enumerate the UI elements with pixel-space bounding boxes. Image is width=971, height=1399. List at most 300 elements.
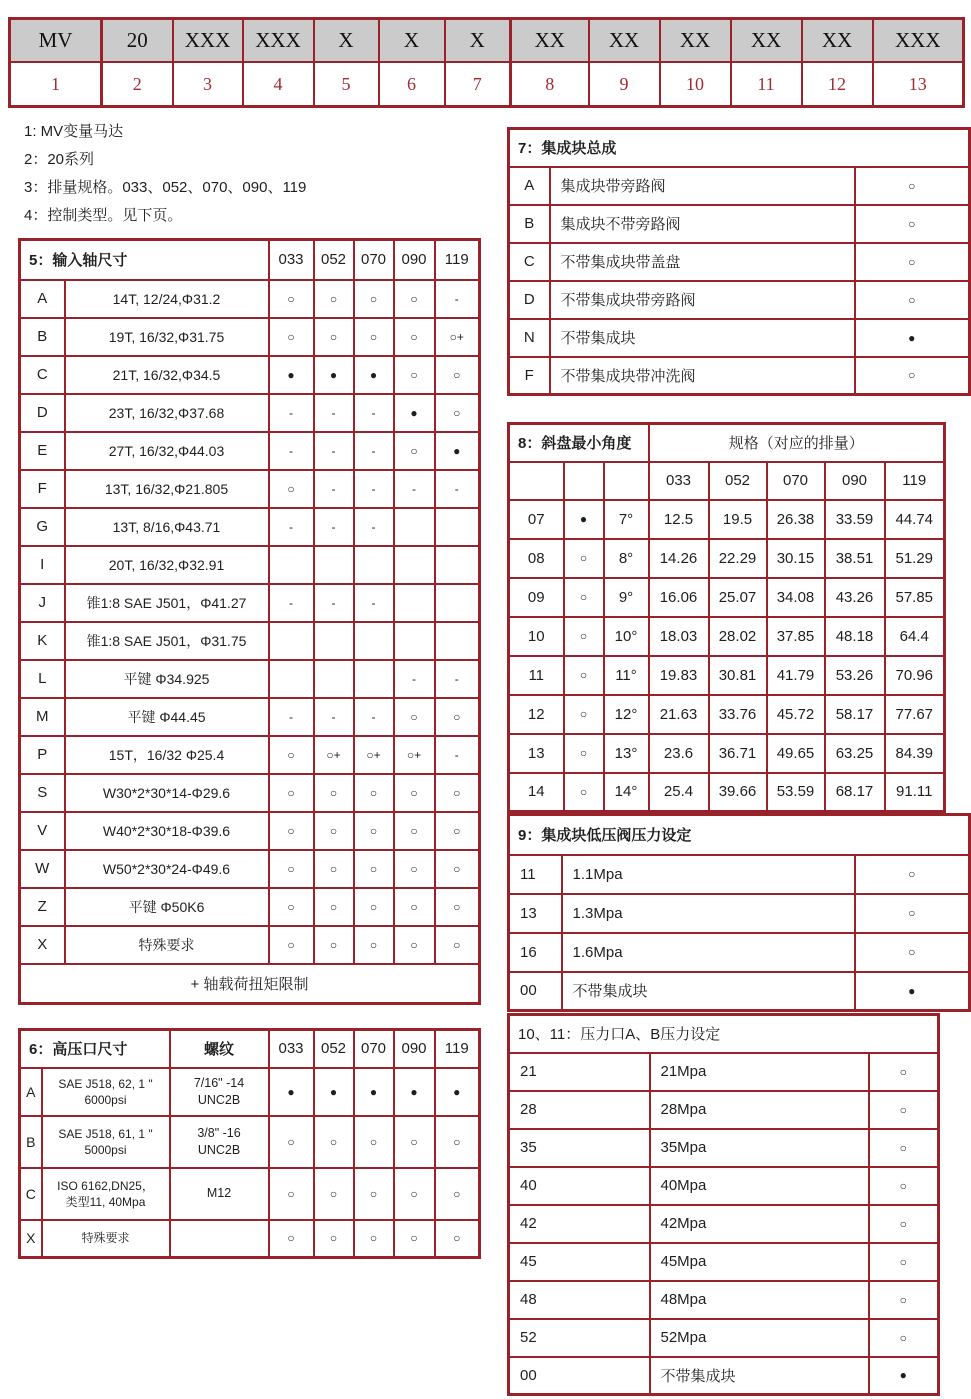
table-cell: E bbox=[20, 432, 65, 470]
table-cell: 19.5 bbox=[709, 500, 767, 539]
table-cell: ○ bbox=[435, 698, 480, 736]
code-cell: XXX bbox=[173, 19, 243, 63]
table-cell: 21T, 16/32,Φ34.5 bbox=[65, 356, 269, 394]
size-header: 052 bbox=[314, 240, 354, 280]
table-cell: SAE J518, 62, 1 " 6000psi bbox=[42, 1068, 170, 1116]
shaft-option-row bbox=[20, 660, 480, 698]
table-cell: ○ bbox=[855, 357, 970, 395]
table-cell: 1.1Mpa bbox=[562, 855, 855, 894]
size-header: 119 bbox=[435, 240, 480, 280]
position-cell: 7 bbox=[445, 62, 511, 107]
table-cell: - bbox=[354, 698, 394, 736]
table-cell: 35Mpa bbox=[650, 1129, 869, 1167]
table-cell: 70.96 bbox=[885, 656, 945, 695]
table-cell: 12.5 bbox=[649, 500, 709, 539]
table-cell: 08 bbox=[509, 539, 564, 578]
table-cell: 不带集成块带旁路阀 bbox=[550, 281, 855, 319]
table-cell: 48.18 bbox=[825, 617, 885, 656]
code-cell: XX bbox=[802, 19, 873, 63]
table-cell: C bbox=[20, 356, 65, 394]
code-cell: XX bbox=[660, 19, 731, 63]
shaft-option-row bbox=[20, 318, 480, 356]
table-cell: 91.11 bbox=[885, 773, 945, 812]
table-cell: - bbox=[354, 470, 394, 508]
table-cell: ○ bbox=[855, 167, 970, 205]
port-option-row bbox=[20, 1220, 480, 1258]
table-cell: 11 bbox=[509, 656, 564, 695]
size-header: 070 bbox=[354, 240, 394, 280]
table-cell: ○ bbox=[869, 1281, 939, 1319]
table-cell: - bbox=[314, 508, 354, 546]
table-cell bbox=[435, 546, 480, 584]
table-cell: 集成块带旁路阀 bbox=[550, 167, 855, 205]
size-header: 090 bbox=[394, 240, 435, 280]
size-header: 052 bbox=[709, 462, 767, 500]
table-cell: 28.02 bbox=[709, 617, 767, 656]
angle-row bbox=[509, 500, 945, 539]
table-cell: 不带集成块带冲洗阀 bbox=[550, 357, 855, 395]
table-cell: ○ bbox=[435, 926, 480, 964]
table-cell: 11° bbox=[604, 656, 649, 695]
shaft-option-row bbox=[20, 622, 480, 660]
code-cell: XX bbox=[731, 19, 802, 63]
code-cell: XX bbox=[511, 19, 589, 63]
code-cell: X bbox=[445, 19, 511, 63]
table-cell: ○ bbox=[564, 578, 604, 617]
table-cell: 21 bbox=[509, 1053, 650, 1091]
table-cell: ○ bbox=[394, 850, 435, 888]
port-option-row bbox=[20, 1168, 480, 1220]
table-cell: ● bbox=[394, 1068, 435, 1116]
table-cell: ○ bbox=[435, 888, 480, 926]
table-cell: ○ bbox=[394, 1116, 435, 1168]
code-cell: XXX bbox=[243, 19, 314, 63]
table-cell: D bbox=[20, 394, 65, 432]
pressure-option-row bbox=[509, 972, 970, 1011]
table-cell: ○ bbox=[269, 1220, 314, 1258]
manifold-option-row bbox=[509, 319, 970, 357]
table-cell: X bbox=[20, 1220, 42, 1258]
table-title-row bbox=[509, 424, 945, 462]
table-cell: - bbox=[269, 394, 314, 432]
position-cell: 13 bbox=[873, 62, 964, 107]
shaft-option-row bbox=[20, 394, 480, 432]
table-cell: - bbox=[314, 432, 354, 470]
table-cell: ○+ bbox=[394, 736, 435, 774]
table-title-row bbox=[509, 1015, 939, 1053]
size-header: 070 bbox=[767, 462, 825, 500]
position-cell: 12 bbox=[802, 62, 873, 107]
table-cell: B bbox=[20, 318, 65, 356]
table-cell bbox=[394, 622, 435, 660]
table-cell: ○ bbox=[394, 812, 435, 850]
shaft-option-row bbox=[20, 584, 480, 622]
table-footer-row bbox=[20, 964, 480, 1004]
size-header: 070 bbox=[354, 1030, 394, 1068]
table-cell: 14.26 bbox=[649, 539, 709, 578]
table-cell: ○ bbox=[354, 812, 394, 850]
manifold-option-row bbox=[509, 357, 970, 395]
pressure-option-row bbox=[509, 1091, 939, 1129]
table-cell: ○ bbox=[855, 894, 970, 933]
port-option-row bbox=[20, 1068, 480, 1116]
shaft-option-row bbox=[20, 812, 480, 850]
table-cell: 19.83 bbox=[649, 656, 709, 695]
table-cell: A bbox=[20, 280, 65, 318]
table-cell: 64.4 bbox=[885, 617, 945, 656]
table-cell: ○ bbox=[314, 1220, 354, 1258]
table-cell bbox=[354, 660, 394, 698]
table-cell: 27T, 16/32,Φ44.03 bbox=[65, 432, 269, 470]
table-cell: 30.81 bbox=[709, 656, 767, 695]
table-cell: X bbox=[20, 926, 65, 964]
size-header: 052 bbox=[314, 1030, 354, 1068]
table-cell: A bbox=[509, 167, 550, 205]
table-cell: 45 bbox=[509, 1243, 650, 1281]
table-cell: P bbox=[20, 736, 65, 774]
table-cell: 7° bbox=[604, 500, 649, 539]
table-cell: - bbox=[269, 698, 314, 736]
position-cell: 2 bbox=[102, 62, 173, 107]
table-cell: 53.26 bbox=[825, 656, 885, 695]
angle-row bbox=[509, 695, 945, 734]
table-title: 10、11：压力口A、B压力设定 bbox=[509, 1015, 939, 1053]
table-cell: W50*2*30*24-Φ49.6 bbox=[65, 850, 269, 888]
table-cell: ○ bbox=[269, 280, 314, 318]
table-title-row bbox=[20, 1030, 480, 1068]
table-title-row bbox=[20, 240, 480, 280]
size-header: 033 bbox=[269, 240, 314, 280]
table-cell: ○ bbox=[869, 1243, 939, 1281]
table-title: 6：高压口尺寸 bbox=[20, 1030, 170, 1068]
table-cell: 平键 Φ44.45 bbox=[65, 698, 269, 736]
table-cell: - bbox=[314, 584, 354, 622]
shaft-option-row bbox=[20, 888, 480, 926]
table-cell: ● bbox=[354, 356, 394, 394]
table-cell: ● bbox=[354, 1068, 394, 1116]
size-header: 090 bbox=[394, 1030, 435, 1068]
table-cell: ● bbox=[269, 356, 314, 394]
table-cell: ○ bbox=[855, 933, 970, 972]
table-cell: 40Mpa bbox=[650, 1167, 869, 1205]
table-cell: 特殊要求 bbox=[42, 1220, 170, 1258]
pressure-option-row bbox=[509, 1281, 939, 1319]
table-cell: 09 bbox=[509, 578, 564, 617]
port-option-row bbox=[20, 1116, 480, 1168]
thread-header: 螺纹 bbox=[170, 1030, 269, 1068]
table-cell: ○ bbox=[564, 656, 604, 695]
table-cell: ○ bbox=[269, 1116, 314, 1168]
table-cell: N bbox=[509, 319, 550, 357]
position-cell: 9 bbox=[589, 62, 660, 107]
table-cell: ○ bbox=[314, 888, 354, 926]
table-cell: ○ bbox=[435, 774, 480, 812]
table-cell: 锥1:8 SAE J501，Φ31.75 bbox=[65, 622, 269, 660]
table-cell: - bbox=[435, 660, 480, 698]
ordering-code-table bbox=[8, 17, 965, 108]
table-cell: 34.08 bbox=[767, 578, 825, 617]
table-cell: ○ bbox=[354, 926, 394, 964]
table-cell: ○ bbox=[394, 774, 435, 812]
table-cell: ○ bbox=[855, 855, 970, 894]
table-cell: 35 bbox=[509, 1129, 650, 1167]
table-cell: C bbox=[20, 1168, 42, 1220]
table-cell: ○ bbox=[314, 1116, 354, 1168]
shaft-option-row bbox=[20, 546, 480, 584]
table-cell: SAE J518, 61, 1 " 5000psi bbox=[42, 1116, 170, 1168]
table-cell: B bbox=[509, 205, 550, 243]
empty-cell bbox=[509, 462, 564, 500]
table-cell: - bbox=[314, 470, 354, 508]
size-header: 090 bbox=[825, 462, 885, 500]
table-cell: 11 bbox=[509, 855, 562, 894]
pressure-option-row bbox=[509, 1205, 939, 1243]
table-cell: 不带集成块带盖盘 bbox=[550, 243, 855, 281]
table-cell: ○ bbox=[354, 280, 394, 318]
shaft-option-row bbox=[20, 432, 480, 470]
table-cell: ○ bbox=[869, 1167, 939, 1205]
table-cell: - bbox=[394, 470, 435, 508]
shaft-option-row bbox=[20, 736, 480, 774]
table-cell: ○ bbox=[869, 1319, 939, 1357]
pressure-option-row bbox=[509, 1319, 939, 1357]
table-cell bbox=[170, 1220, 269, 1258]
table-cell: M bbox=[20, 698, 65, 736]
table-cell: ● bbox=[269, 1068, 314, 1116]
table-cell: ○ bbox=[435, 394, 480, 432]
manifold-option-row bbox=[509, 243, 970, 281]
table-cell: ○ bbox=[354, 318, 394, 356]
table-cell bbox=[314, 622, 354, 660]
table-cell bbox=[435, 622, 480, 660]
table-cell: 12° bbox=[604, 695, 649, 734]
table-cell: - bbox=[394, 660, 435, 698]
position-cell: 8 bbox=[511, 62, 589, 107]
table-cell: 7/16" -14 UNC2B bbox=[170, 1068, 269, 1116]
size-header: 119 bbox=[885, 462, 945, 500]
pressure-option-row bbox=[509, 1243, 939, 1281]
table-cell: ○ bbox=[269, 888, 314, 926]
shaft-option-row bbox=[20, 280, 480, 318]
table-cell: 36.71 bbox=[709, 734, 767, 773]
table-cell: W bbox=[20, 850, 65, 888]
high-pressure-port-table bbox=[18, 1028, 481, 1259]
table-cell: 集成块不带旁路阀 bbox=[550, 205, 855, 243]
manifold-option-row bbox=[509, 281, 970, 319]
note-line: 4：控制类型。见下页。 bbox=[24, 207, 183, 224]
table-cell: W30*2*30*14-Φ29.6 bbox=[65, 774, 269, 812]
table-title-row bbox=[509, 129, 970, 167]
table-cell: 84.39 bbox=[885, 734, 945, 773]
table-cell: ○ bbox=[435, 812, 480, 850]
table-cell: 00 bbox=[509, 1357, 650, 1395]
table-cell: J bbox=[20, 584, 65, 622]
table-cell: ○ bbox=[394, 318, 435, 356]
table-cell bbox=[269, 660, 314, 698]
table-cell: 15T，16/32 Φ25.4 bbox=[65, 736, 269, 774]
position-row bbox=[10, 62, 964, 107]
table-cell: 37.85 bbox=[767, 617, 825, 656]
manifold-option-row bbox=[509, 205, 970, 243]
table-cell: - bbox=[314, 394, 354, 432]
table-cell: ○ bbox=[314, 774, 354, 812]
pressure-option-row bbox=[509, 1053, 939, 1091]
table-cell bbox=[394, 508, 435, 546]
table-cell: 26.38 bbox=[767, 500, 825, 539]
table-cell: ○ bbox=[314, 812, 354, 850]
table-cell: ○ bbox=[394, 280, 435, 318]
table-title: 9：集成块低压阀压力设定 bbox=[509, 815, 970, 855]
table-cell: 13 bbox=[509, 894, 562, 933]
table-cell: L bbox=[20, 660, 65, 698]
table-cell: ○ bbox=[269, 1168, 314, 1220]
table-cell: - bbox=[269, 432, 314, 470]
table-cell: 19T, 16/32,Φ31.75 bbox=[65, 318, 269, 356]
position-cell: 11 bbox=[731, 62, 802, 107]
table-cell: 21Mpa bbox=[650, 1053, 869, 1091]
table-cell bbox=[394, 546, 435, 584]
shaft-option-row bbox=[20, 774, 480, 812]
table-cell bbox=[354, 546, 394, 584]
table-cell: 23.6 bbox=[649, 734, 709, 773]
table-cell: - bbox=[269, 508, 314, 546]
note-line: 1: MV变量马达 bbox=[24, 123, 124, 140]
table-cell bbox=[269, 546, 314, 584]
table-cell: 51.29 bbox=[885, 539, 945, 578]
table-cell: 14° bbox=[604, 773, 649, 812]
table-cell: ○ bbox=[564, 695, 604, 734]
table-cell: ○ bbox=[394, 432, 435, 470]
table-cell: I bbox=[20, 546, 65, 584]
table-cell: K bbox=[20, 622, 65, 660]
table-cell: 77.67 bbox=[885, 695, 945, 734]
pressure-option-row bbox=[509, 1357, 939, 1395]
table-cell bbox=[435, 584, 480, 622]
table-cell: - bbox=[269, 584, 314, 622]
table-cell: 53.59 bbox=[767, 773, 825, 812]
table-cell: 16 bbox=[509, 933, 562, 972]
table-cell: 39.66 bbox=[709, 773, 767, 812]
table-cell: ● bbox=[314, 1068, 354, 1116]
size-header: 033 bbox=[649, 462, 709, 500]
angle-row bbox=[509, 773, 945, 812]
table-cell: 16.06 bbox=[649, 578, 709, 617]
angle-row bbox=[509, 734, 945, 773]
table-cell: A bbox=[20, 1068, 42, 1116]
position-cell: 10 bbox=[660, 62, 731, 107]
angle-row bbox=[509, 656, 945, 695]
table-cell: 3/8" -16 UNC2B bbox=[170, 1116, 269, 1168]
table-cell: ○ bbox=[394, 356, 435, 394]
angle-row bbox=[509, 539, 945, 578]
table-cell: 33.59 bbox=[825, 500, 885, 539]
table-cell: 43.26 bbox=[825, 578, 885, 617]
port-ab-pressure-table bbox=[507, 1013, 940, 1396]
table-cell bbox=[269, 622, 314, 660]
pressure-option-row bbox=[509, 1167, 939, 1205]
position-cell: 1 bbox=[10, 62, 102, 107]
table-cell: ● bbox=[394, 394, 435, 432]
table-cell: ○ bbox=[394, 926, 435, 964]
note-line: 3：排量规格。033、052、070、090、119 bbox=[24, 179, 307, 196]
table-cell: ○ bbox=[394, 698, 435, 736]
table-cell: G bbox=[20, 508, 65, 546]
table-cell: 52 bbox=[509, 1319, 650, 1357]
table-cell: 13 bbox=[509, 734, 564, 773]
code-cell: X bbox=[379, 19, 445, 63]
pressure-option-row bbox=[509, 855, 970, 894]
table-cell: - bbox=[354, 508, 394, 546]
table-cell: 18.03 bbox=[649, 617, 709, 656]
table-cell: - bbox=[435, 470, 480, 508]
shaft-option-row bbox=[20, 470, 480, 508]
pressure-option-row bbox=[509, 1129, 939, 1167]
table-cell: ○+ bbox=[354, 736, 394, 774]
table-cell: D bbox=[509, 281, 550, 319]
table-cell: - bbox=[354, 584, 394, 622]
size-header-row bbox=[509, 462, 945, 500]
code-cell: MV bbox=[10, 19, 102, 63]
table-cell: 25.07 bbox=[709, 578, 767, 617]
table-cell: ○ bbox=[354, 1168, 394, 1220]
notes-list bbox=[24, 118, 306, 230]
table-cell: 52Mpa bbox=[650, 1319, 869, 1357]
table-cell: 1.3Mpa bbox=[562, 894, 855, 933]
code-cell: XXX bbox=[873, 19, 964, 63]
table-cell: ○ bbox=[855, 243, 970, 281]
table-cell: ○ bbox=[269, 850, 314, 888]
table-cell: ○ bbox=[354, 1116, 394, 1168]
table-cell: 10 bbox=[509, 617, 564, 656]
table-cell: ○ bbox=[869, 1091, 939, 1129]
angle-row bbox=[509, 617, 945, 656]
table-cell: ○+ bbox=[314, 736, 354, 774]
table-cell: - bbox=[314, 698, 354, 736]
table-cell: ● bbox=[855, 972, 970, 1011]
shaft-option-row bbox=[20, 508, 480, 546]
table-cell: ○ bbox=[269, 470, 314, 508]
table-cell: Z bbox=[20, 888, 65, 926]
table-cell: 平键 Φ50K6 bbox=[65, 888, 269, 926]
table-cell: ○ bbox=[314, 280, 354, 318]
note-line: 2：20系列 bbox=[24, 151, 95, 168]
position-cell: 3 bbox=[173, 62, 243, 107]
table-cell: 58.17 bbox=[825, 695, 885, 734]
table-cell: M12 bbox=[170, 1168, 269, 1220]
footnote: + 轴载荷扭矩限制 bbox=[20, 964, 480, 1004]
table-cell: ○ bbox=[354, 1220, 394, 1258]
code-cell: 20 bbox=[102, 19, 173, 63]
table-cell: ○ bbox=[435, 850, 480, 888]
table-cell: 9° bbox=[604, 578, 649, 617]
table-cell: ○ bbox=[435, 1168, 480, 1220]
table-cell: - bbox=[435, 280, 480, 318]
table-cell: 不带集成块 bbox=[562, 972, 855, 1011]
table-cell: 14 bbox=[509, 773, 564, 812]
table-cell bbox=[314, 546, 354, 584]
table-cell: ○ bbox=[869, 1205, 939, 1243]
shaft-option-row bbox=[20, 850, 480, 888]
table-cell: ○ bbox=[314, 318, 354, 356]
table-cell: W40*2*30*18-Φ39.6 bbox=[65, 812, 269, 850]
table-cell: 48 bbox=[509, 1281, 650, 1319]
table-cell: 68.17 bbox=[825, 773, 885, 812]
input-shaft-size-table bbox=[18, 238, 481, 1005]
table-cell: 锥1:8 SAE J501，Φ41.27 bbox=[65, 584, 269, 622]
table-title: 7：集成块总成 bbox=[509, 129, 970, 167]
table-cell: ○ bbox=[855, 205, 970, 243]
table-cell: 28Mpa bbox=[650, 1091, 869, 1129]
